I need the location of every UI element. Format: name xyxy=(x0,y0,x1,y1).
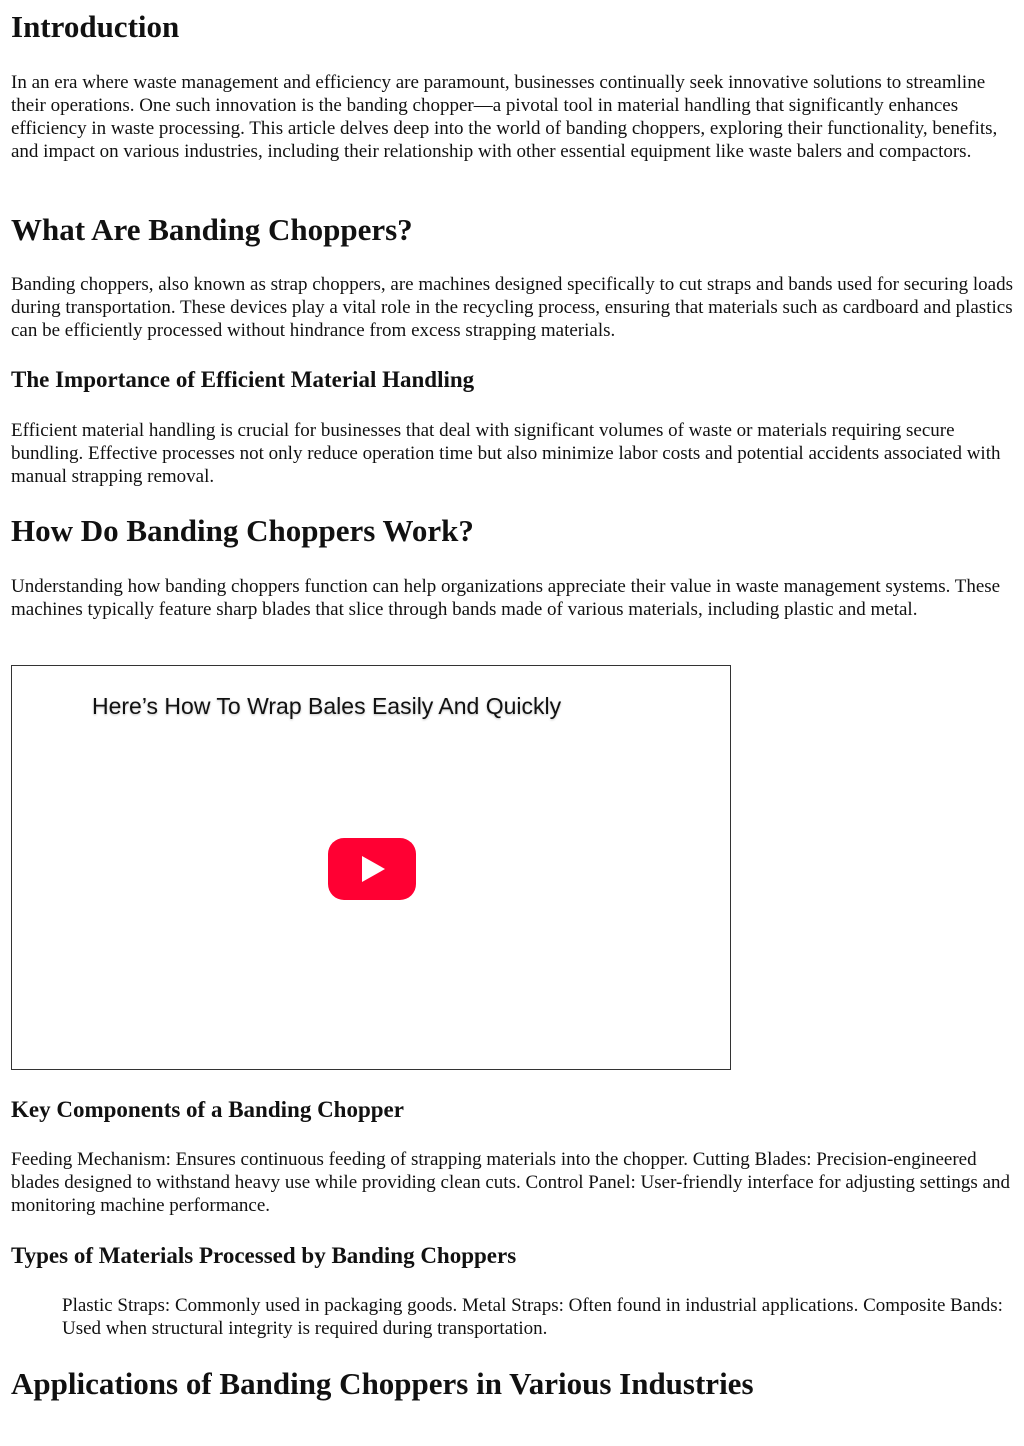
applications-heading: Applications of Banding Choppers in Various Industries xyxy=(11,1366,754,1401)
what-paragraph: Banding choppers, also known as strap choppers, are machines designed specifically to cut straps and bands used for securing loads during transportation. These devices play a vital role in the recycling process, ensuring that materials such as cardboard and plastics can be efficiently processed without hindrance from excess strapping materials. xyxy=(11,274,1013,341)
intro-heading: Introduction xyxy=(11,9,180,44)
intro-paragraph: In an era where waste management and efficiency are paramount, businesses continually seek innovative solutions to streamline their operations. One such innovation is the banding chopper—a pivotal tool in material handling that significantly enhances efficiency in waste processing. This article delves deep into the world of banding choppers, exploring their functionality, benefits, and impact on various industries, including their relationship with other essential equipment like waste balers and compactors. xyxy=(11,72,998,162)
what-heading: What Are Banding Choppers? xyxy=(11,212,413,247)
types-heading: Types of Materials Processed by Banding Choppers xyxy=(11,1243,517,1268)
components-heading: Key Components of a Banding Chopper xyxy=(11,1097,404,1122)
video-embed[interactable] xyxy=(11,665,731,1070)
types-list: Plastic Straps: Commonly used in packaging goods. Metal Straps: Often found in industrial applications. Composite Bands: Used when structural integrity is required during transportation. xyxy=(62,1295,1003,1339)
video-title[interactable]: Here’s How To Wrap Bales Easily And Quickly xyxy=(92,693,562,719)
components-paragraph: Feeding Mechanism: Ensures continuous feeding of strapping materials into the chopper. Cutting Blades: Precision-engineered blades designed to withstand heavy use while providing clean cuts. Control Panel: User-friendly interface for adjusting settings and monitoring machine performance. xyxy=(11,1149,1010,1216)
play-icon xyxy=(362,856,385,882)
how-paragraph: Understanding how banding choppers function can help organizations appreciate their value in waste management systems. These machines typically feature sharp blades that slice through bands made of various materials, including plastic and metal. xyxy=(11,576,1001,620)
importance-paragraph: Efficient material handling is crucial for businesses that deal with significant volumes of waste or materials requiring secure bundling. Effective processes not only reduce operation time but also minimize labor costs and potential accidents associated with manual strapping removal. xyxy=(11,420,1001,487)
how-heading: How Do Banding Choppers Work? xyxy=(11,513,474,548)
importance-heading: The Importance of Efficient Material Handling xyxy=(11,367,475,392)
play-button[interactable] xyxy=(328,838,416,900)
